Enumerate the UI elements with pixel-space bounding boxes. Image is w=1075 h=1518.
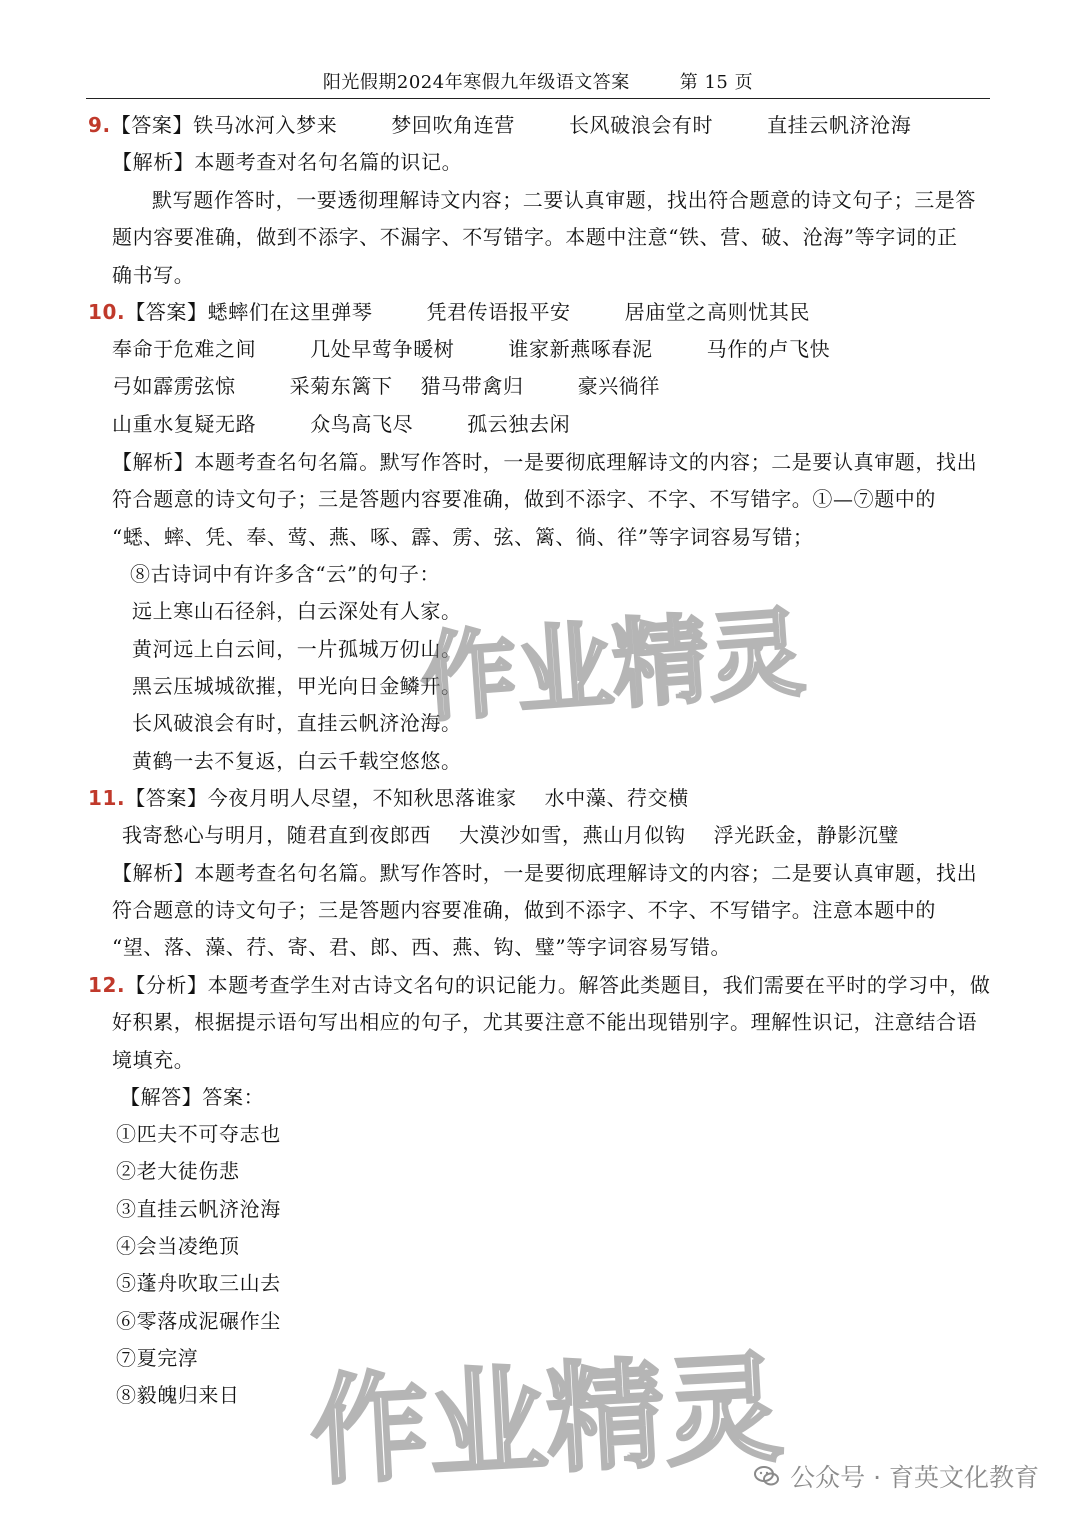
q12-answer-label: 【解答】答案： <box>120 1085 265 1109</box>
q10-poem-line: 黄鹤一去不复返，白云千载空悠悠。 <box>132 749 462 773</box>
q10-answer: 豪兴徜徉 <box>577 374 661 398</box>
q10-answer-line-4 <box>112 409 570 439</box>
q11-analysis-label: 【解析】 <box>112 861 195 885</box>
q12-answer-item: ②老大徒伤悲 <box>116 1159 240 1183</box>
q10-answer: 弓如霹雳弦惊 <box>112 374 236 398</box>
q9-answer-4: 直挂云帆济沧海 <box>767 113 912 137</box>
q11-answer: 今夜月明人尽望，不知秋思落谁家 <box>207 786 517 810</box>
q10-answer-label: 【答案】 <box>125 300 208 324</box>
q10-analysis-line-1 <box>112 447 977 477</box>
q10-answer-line-3 <box>112 371 660 401</box>
q12-answer-item: ①匹夫不可夺志也 <box>116 1122 281 1146</box>
q11-analysis-line-2: 符合题意的诗文句子；三是答题内容要准确，做到不添字、不字、不写错字。注意本题中的 <box>112 898 936 922</box>
wechat-icon <box>754 1466 780 1486</box>
q10-analysis-line-2: 符合题意的诗文句子；三是答题内容要准确，做到不添字、不字、不写错字。①—⑦题中的 <box>112 487 936 511</box>
q12-answer-item: ④会当凌绝顶 <box>116 1234 240 1258</box>
q11-answer-label: 【答案】 <box>125 786 208 810</box>
q10-poem-line: 黑云压城城欲摧，甲光向日金鳞开。 <box>132 674 462 698</box>
q11-analysis-line-1 <box>112 858 977 888</box>
q10-answer: 几处早莺争暖树 <box>310 337 455 361</box>
q11-answer-line-2 <box>122 820 899 850</box>
q9-answer-1: 铁马冰河入梦来 <box>193 113 338 137</box>
header-page-number: 第 15 页 <box>679 72 754 93</box>
q12-answer-item: ⑤蓬舟吹取三山去 <box>116 1271 281 1295</box>
q10-answer: 山重水复疑无路 <box>112 412 257 436</box>
q11-analysis-text-1: 本题考查名句名篇。默写作答时，一是要彻底理解诗文的内容；二是要认真审题，找出 <box>194 861 978 885</box>
q10-poem-line: 黄河远上白云间，一片孤城万仞山。 <box>132 637 462 661</box>
q12-answer-item: ⑦夏完淳 <box>116 1346 199 1370</box>
q12-analysis-label: 【分析】 <box>125 973 208 997</box>
q11-answer-line-1 <box>88 783 689 813</box>
q10-analysis-line-4: ⑧古诗词中有许多含“云”的句子： <box>130 562 441 586</box>
q10-analysis-label: 【解析】 <box>112 450 195 474</box>
q10-answer: 凭君传语报平安 <box>426 300 571 324</box>
q10-poem-line: 远上寒山石径斜，白云深处有人家。 <box>132 599 462 623</box>
q12-analysis-text-1: 本题考查学生对古诗文名句的识记能力。解答此类题目，我们需要在平时的学习中，做 <box>207 973 991 997</box>
footer-watermark <box>754 1458 1039 1494</box>
footer-text: 公众号 · 育英文化教育 <box>790 1463 1039 1492</box>
q9-analysis-text-1: 本题考查对名句名篇的识记。 <box>194 150 463 174</box>
q9-analysis-line-2: 默写题作答时，一要透彻理解诗文内容；二要认真审题，找出符合题意的诗文句子；三是答 <box>152 188 976 212</box>
q10-answer: 奉命于危难之间 <box>112 337 257 361</box>
q9-analysis-line-4: 确书写。 <box>112 263 195 287</box>
q10-analysis-line-3: “蟋、蟀、凭、奉、莺、燕、啄、霹、雳、弦、篱、徜、徉”等字词容易写错； <box>112 525 814 549</box>
q9-answer-label: 【答案】 <box>110 113 194 137</box>
q10-answer: 谁家新燕啄春泥 <box>508 337 653 361</box>
q12-analysis-line-2: 好积累，根据提示语句写出相应的句子，尤其要注意不能出现错别字。理解性识记，注意结合语 <box>112 1010 978 1034</box>
q11-answer: 大漠沙如雪，燕山月似钩 <box>459 823 686 847</box>
q10-answer: 蟋蟀们在这里弹琴 <box>207 300 373 324</box>
q10-answer: 居庙堂之高则忧其民 <box>624 300 811 324</box>
q10-number: 10. <box>88 300 126 324</box>
q9-number: 9. <box>88 113 111 137</box>
q10-answer-line-1 <box>88 297 810 327</box>
q10-answer: 猎马带禽归 <box>420 374 524 398</box>
q10-analysis-text-1: 本题考查名句名篇。默写作答时，一是要彻底理解诗文的内容；二是要认真审题，找出 <box>194 450 978 474</box>
q9-answer-line <box>88 110 911 140</box>
page-header <box>86 70 990 99</box>
q9-analysis-line-3: 题内容要准确，做到不添字、不漏字、不写错字。本题中注意“铁、营、破、沧海”等字词的正 <box>112 225 958 249</box>
q12-answer-item: ⑥零落成泥碾作尘 <box>116 1309 281 1333</box>
q10-answer: 众鸟高飞尽 <box>310 412 414 436</box>
q9-analysis-line-1 <box>112 147 462 177</box>
q11-answer: 水中藻、荇交横 <box>544 786 689 810</box>
q10-answer-line-2 <box>112 334 830 364</box>
q10-poem-line: 长风破浪会有时，直挂云帆济沧海。 <box>132 711 462 735</box>
q10-answer: 马作的卢飞快 <box>706 337 831 361</box>
q12-answer-item: ③直挂云帆济沧海 <box>116 1197 281 1221</box>
q11-answer: 我寄愁心与明月，随君直到夜郎西 <box>122 823 431 847</box>
q9-answer-3: 长风破浪会有时 <box>568 113 714 137</box>
header-title: 阳光假期2024年寒假九年级语文答案 <box>322 72 630 93</box>
q11-number: 11. <box>88 786 126 810</box>
q10-answer: 采菊东篱下 <box>289 374 393 398</box>
q9-answer-2: 梦回吹角连营 <box>391 113 515 137</box>
q11-answer: 浮光跃金，静影沉璧 <box>713 823 900 847</box>
q9-analysis-label: 【解析】 <box>112 150 195 174</box>
q12-number: 12. <box>88 973 126 997</box>
watermark-mid: 作业精灵 <box>417 596 808 736</box>
q11-analysis-line-3: “望、落、藻、荇、寄、君、郎、西、燕、钩、璧”等字词容易写错。 <box>112 935 732 959</box>
q12-analysis-line-1 <box>88 970 990 1000</box>
q12-analysis-line-3: 境填充。 <box>112 1048 195 1072</box>
q12-answer-item: ⑧毅魄归来日 <box>116 1383 240 1407</box>
q10-answer: 孤云独去闲 <box>467 412 571 436</box>
watermark-bottom: 作业精灵 <box>307 1338 786 1502</box>
